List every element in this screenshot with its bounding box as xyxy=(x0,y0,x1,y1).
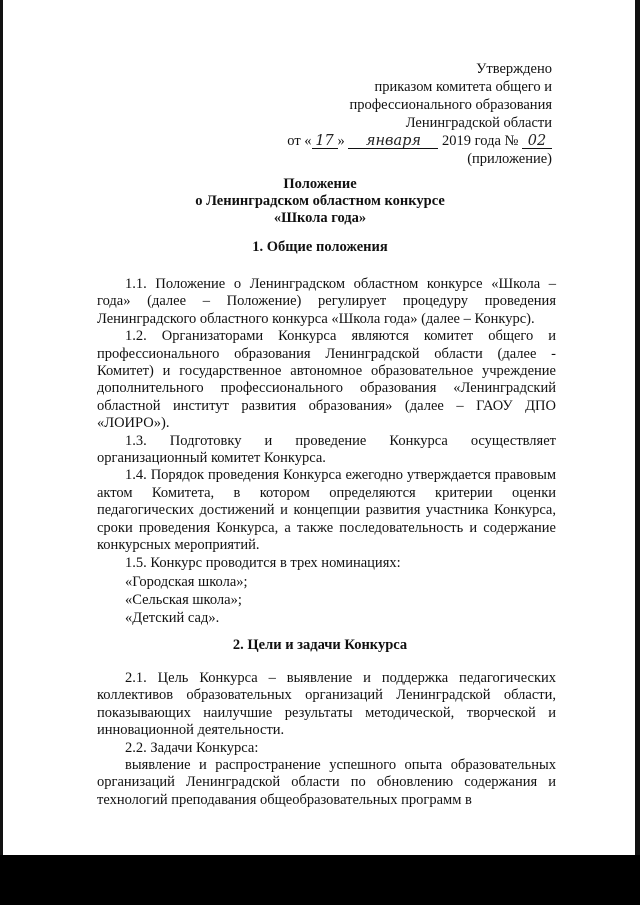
date-mid: » xyxy=(337,133,345,149)
section-2-heading: 2. Цели и задачи Конкурса xyxy=(232,637,408,653)
nomination-1: «Городская школа»; xyxy=(125,574,248,590)
paragraph-1-1: 1.1. Положение о Ленинградском областном конкурсе «Школа – года» (далее – Положение) регулирует процедуру проведения Ленинградского областного конкурса «Школа года» (далее – Конкурс). xyxy=(97,276,556,327)
document-title xyxy=(100,176,540,227)
paragraph-2-3: выявление и распространение успешного опыта образовательных организаций Ленинградской области по обновлению содержания и технологий преподавания общеобразовательных программ в xyxy=(97,757,556,808)
paragraph-1-2: 1.2. Организаторами Конкурса являются комитет общего и профессионального образования Ленинградской области (далее - Комитет) и государственное автономное образовательное учреждение дополнительного профессионального образования «Ленинградский областной институт развития образования» (далее – ГАОУ ДПО «ЛОИРО»). xyxy=(97,328,556,432)
handwritten-order-number: 02 xyxy=(522,134,552,149)
approval-stamp-block xyxy=(232,60,552,168)
section-1-heading: 1. Общие положения xyxy=(252,239,388,255)
title-line-3: «Школа года» xyxy=(273,210,367,226)
handwritten-month: января xyxy=(348,134,438,149)
approval-appendix: (приложение) xyxy=(467,151,552,167)
section-1-body xyxy=(97,276,556,572)
paragraph-2-2: 2.2. Задачи Конкурса: xyxy=(125,739,259,756)
scan-edge-right xyxy=(635,0,640,905)
approval-line-2: приказом комитета общего и xyxy=(374,79,552,95)
title-line-2: о Ленинградском областном конкурсе xyxy=(195,193,445,209)
date-prefix: от « xyxy=(287,133,312,149)
approval-line-3: профессионального образования xyxy=(349,97,552,113)
paragraph-1-4: 1.4. Порядок проведения Конкурса ежегодно утверждается правовым актом Комитета, в котором определяются критерии оценки педагогических достижений и концепции развития участника Конкурса, сроки проведения Конкурса, а также последовательность и содержание конкурсных мероприятий. xyxy=(97,467,556,554)
approval-line-1: Утверждено xyxy=(476,61,552,77)
scan-edge-left xyxy=(0,0,3,905)
approval-date-line xyxy=(232,132,552,150)
nomination-2: «Сельская школа»; xyxy=(125,592,242,608)
nomination-3: «Детский сад». xyxy=(125,610,220,626)
date-year: 2019 года № xyxy=(442,133,519,149)
approval-line-4: Ленинградской области xyxy=(405,115,552,131)
paragraph-1-5: 1.5. Конкурс проводится в трех номинациях: xyxy=(125,554,401,571)
scan-edge-bottom xyxy=(0,855,640,905)
title-line-1: Положение xyxy=(283,176,357,192)
paragraph-2-1: 2.1. Цель Конкурса – выявление и поддержка педагогических коллективов образовательных организаций Ленинградской области, показывающих наилучшие результаты методической, творческой и инновационной деятельности. xyxy=(97,670,556,739)
paragraph-1-3: 1.3. Подготовку и проведение Конкурса осуществляет организационный комитет Конкурса. xyxy=(97,432,556,467)
section-2-body xyxy=(97,670,556,809)
handwritten-day: 17 xyxy=(312,134,338,149)
